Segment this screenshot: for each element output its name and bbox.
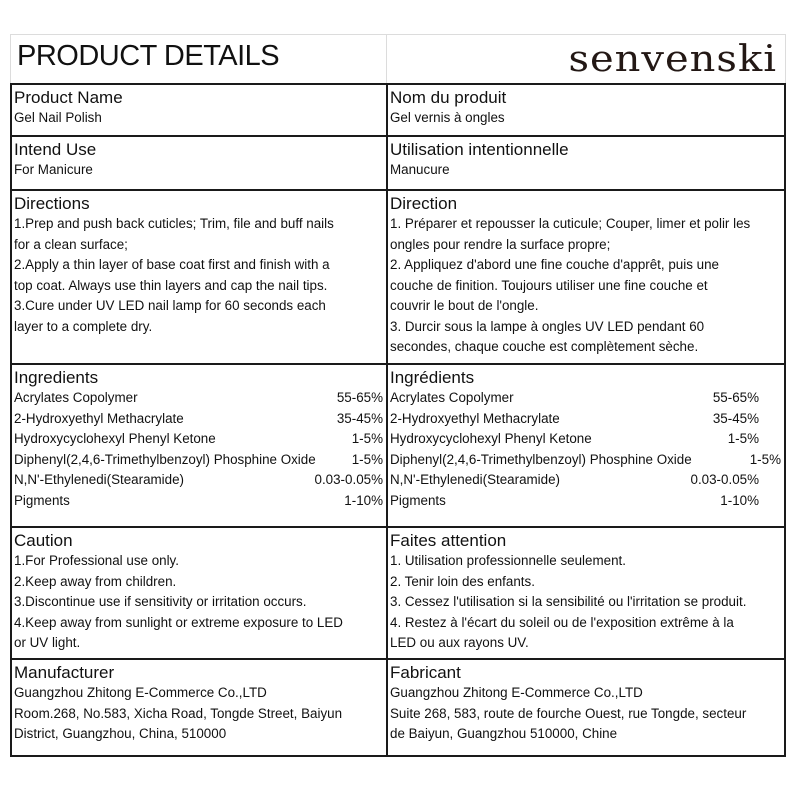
directions-line: 2.Apply a thin layer of base coat first and finish with a xyxy=(14,257,330,272)
caution-line: 2.Keep away from children. xyxy=(14,573,177,589)
ingredient-fr-amount: 1-5% xyxy=(727,431,759,446)
ingredient-name: 2-Hydroxyethyl Methacrylate xyxy=(14,410,184,426)
directions-fr-line: couche de finition. Toujours utiliser une fine couche et xyxy=(390,277,708,293)
manufacturer-line: Room.268, No.583, Xicha Road, Tongde Street, Baiyun xyxy=(14,705,343,721)
directions-line: layer to a complete dry. xyxy=(14,318,153,334)
directions-line: 1.Prep and push back cuticles; Trim, file and buff nails xyxy=(14,216,334,231)
manufacturer-row xyxy=(11,659,785,756)
ingredient-fr-row xyxy=(390,388,781,409)
ingredient-row xyxy=(14,450,383,471)
caution-line: 4.Keep away from sunlight or extreme exposure to LED xyxy=(14,614,343,630)
directions-row xyxy=(11,190,785,364)
manufacturer-fr-line: de Baiyun, Guangzhou 510000, Chine xyxy=(390,726,618,741)
ingredient-amount: 1-5% xyxy=(351,431,383,446)
ingredients-en-cell xyxy=(11,364,387,527)
ingredient-name: Pigments xyxy=(14,492,70,508)
product-details-sheet xyxy=(10,34,786,757)
ingredient-name: Acrylates Copolymer xyxy=(14,390,138,405)
manufacturer-fr-cell xyxy=(387,659,785,756)
header xyxy=(10,34,786,83)
ingredient-fr-amount: 1-5% xyxy=(749,451,781,467)
product-name-fr-value: Gel vernis à ongles xyxy=(390,110,505,125)
manufacturer-line: District, Guangzhou, China, 510000 xyxy=(14,726,227,741)
ingredient-row xyxy=(14,429,383,450)
ingredient-amount: 55-65% xyxy=(336,390,383,405)
page-title: PRODUCT DETAILS xyxy=(17,40,280,72)
ingredients-heading: Ingredients xyxy=(14,368,99,387)
brand-logo: senvenski xyxy=(568,37,777,81)
ingredient-name: Hydroxycyclohexyl Phenyl Ketone xyxy=(14,431,216,446)
directions-line: top coat. Always use thin layers and cap the nail tips. xyxy=(14,277,328,293)
ingredient-fr-name: Hydroxycyclohexyl Phenyl Ketone xyxy=(390,431,592,446)
manufacturer-fr-line: Guangzhou Zhitong E-Commerce Co.,LTD xyxy=(390,685,643,700)
directions-fr-line: 3. Durcir sous la lampe à ongles UV LED pendant 60 xyxy=(390,318,705,334)
ingredient-name: Diphenyl(2,4,6-Trimethylbenzoyl) Phosphine Oxide xyxy=(14,451,316,467)
ingredient-fr-amount: 55-65% xyxy=(712,390,759,405)
directions-fr-line: couvrir le bout de l'ongle. xyxy=(390,298,539,313)
intended-use-fr-heading: Utilisation intentionnelle xyxy=(390,140,569,159)
manufacturer-fr-line: Suite 268, 583, route de fourche Ouest, rue Tongde, secteur xyxy=(390,705,747,721)
product-name-row xyxy=(11,84,785,136)
caution-fr-line: 4. Restez à l'écart du soleil ou de l'exposition extrême à la xyxy=(390,614,734,630)
ingredients-fr-heading: Ingrédients xyxy=(390,368,475,387)
product-name-value: Gel Nail Polish xyxy=(14,110,102,125)
directions-heading: Directions xyxy=(14,194,90,213)
ingredient-fr-name: Acrylates Copolymer xyxy=(390,390,514,405)
ingredient-fr-name: N,N'-Ethylenedi(Stearamide) xyxy=(390,472,561,487)
ingredient-fr-row xyxy=(390,450,781,471)
details-table xyxy=(10,83,786,757)
ingredients-row xyxy=(11,364,785,527)
caution-line: or UV light. xyxy=(14,635,81,650)
ingredient-fr-name: 2-Hydroxyethyl Methacrylate xyxy=(390,410,560,426)
ingredient-amount: 0.03-0.05% xyxy=(314,472,383,487)
caution-fr-line: 2. Tenir loin des enfants. xyxy=(390,573,535,589)
ingredient-fr-name: Pigments xyxy=(390,492,446,508)
ingredients-fr-cell xyxy=(387,364,785,527)
directions-en-cell xyxy=(11,190,387,364)
intended-use-fr-value: Manucure xyxy=(390,162,450,177)
intended-use-value: For Manicure xyxy=(14,162,93,177)
product-name-fr-heading: Nom du produit xyxy=(390,88,507,107)
directions-fr-line: ongles pour rendre la surface propre; xyxy=(390,236,611,252)
directions-line: 3.Cure under UV LED nail lamp for 60 seconds each xyxy=(14,298,326,313)
ingredient-fr-row xyxy=(390,429,781,450)
caution-fr-line: 1. Utilisation professionnelle seulement. xyxy=(390,553,626,568)
ingredient-fr-amount: 0.03-0.05% xyxy=(690,472,759,487)
ingredient-fr-name: Diphenyl(2,4,6-Trimethylbenzoyl) Phosphine Oxide xyxy=(390,451,692,467)
manufacturer-en-cell xyxy=(11,659,387,756)
directions-fr-line: secondes, chaque couche est complètement sèche. xyxy=(390,339,699,354)
ingredient-fr-row xyxy=(390,470,781,491)
ingredient-amount: 35-45% xyxy=(336,410,383,426)
caution-row xyxy=(11,527,785,659)
intended-use-fr-cell xyxy=(387,136,785,190)
ingredient-amount: 1-10% xyxy=(344,492,383,508)
ingredient-fr-amount: 1-10% xyxy=(720,492,759,508)
manufacturer-fr-heading: Fabricant xyxy=(390,663,461,682)
caution-heading: Caution xyxy=(14,531,73,550)
caution-fr-line: 3. Cessez l'utilisation si la sensibilité ou l'irritation se produit. xyxy=(390,594,747,609)
product-name-heading: Product Name xyxy=(14,88,123,107)
ingredient-row xyxy=(14,470,383,491)
product-name-fr-cell xyxy=(387,84,785,136)
directions-fr-cell xyxy=(387,190,785,364)
intended-use-row xyxy=(11,136,785,190)
caution-en-cell xyxy=(11,527,387,659)
manufacturer-line: Guangzhou Zhitong E-Commerce Co.,LTD xyxy=(14,685,267,700)
caution-fr-cell xyxy=(387,527,785,659)
directions-fr-line: 2. Appliquez d'abord une fine couche d'apprêt, puis une xyxy=(390,257,719,272)
ingredient-row xyxy=(14,409,383,430)
ingredient-fr-amount: 35-45% xyxy=(712,410,759,426)
caution-line: 3.Discontinue use if sensitivity or irritation occurs. xyxy=(14,594,307,609)
product-name-en-cell xyxy=(11,84,387,136)
ingredient-amount: 1-5% xyxy=(351,451,383,467)
manufacturer-heading: Manufacturer xyxy=(14,663,115,682)
intended-use-heading: Intend Use xyxy=(14,140,97,159)
caution-line: 1.For Professional use only. xyxy=(14,553,179,568)
caution-fr-heading: Faites attention xyxy=(390,531,507,550)
ingredient-row xyxy=(14,388,383,409)
directions-fr-heading: Direction xyxy=(390,194,458,213)
title-cell xyxy=(11,35,387,83)
ingredient-name: N,N'-Ethylenedi(Stearamide) xyxy=(14,472,185,487)
ingredient-fr-row xyxy=(390,409,781,430)
logo-cell xyxy=(387,35,785,83)
directions-line: for a clean surface; xyxy=(14,236,128,252)
caution-fr-line: LED ou aux rayons UV. xyxy=(390,635,529,650)
directions-fr-line: 1. Préparer et repousser la cuticule; Couper, limer et polir les xyxy=(390,216,751,231)
intended-use-en-cell xyxy=(11,136,387,190)
ingredient-row xyxy=(14,491,383,512)
ingredient-fr-row xyxy=(390,491,781,512)
